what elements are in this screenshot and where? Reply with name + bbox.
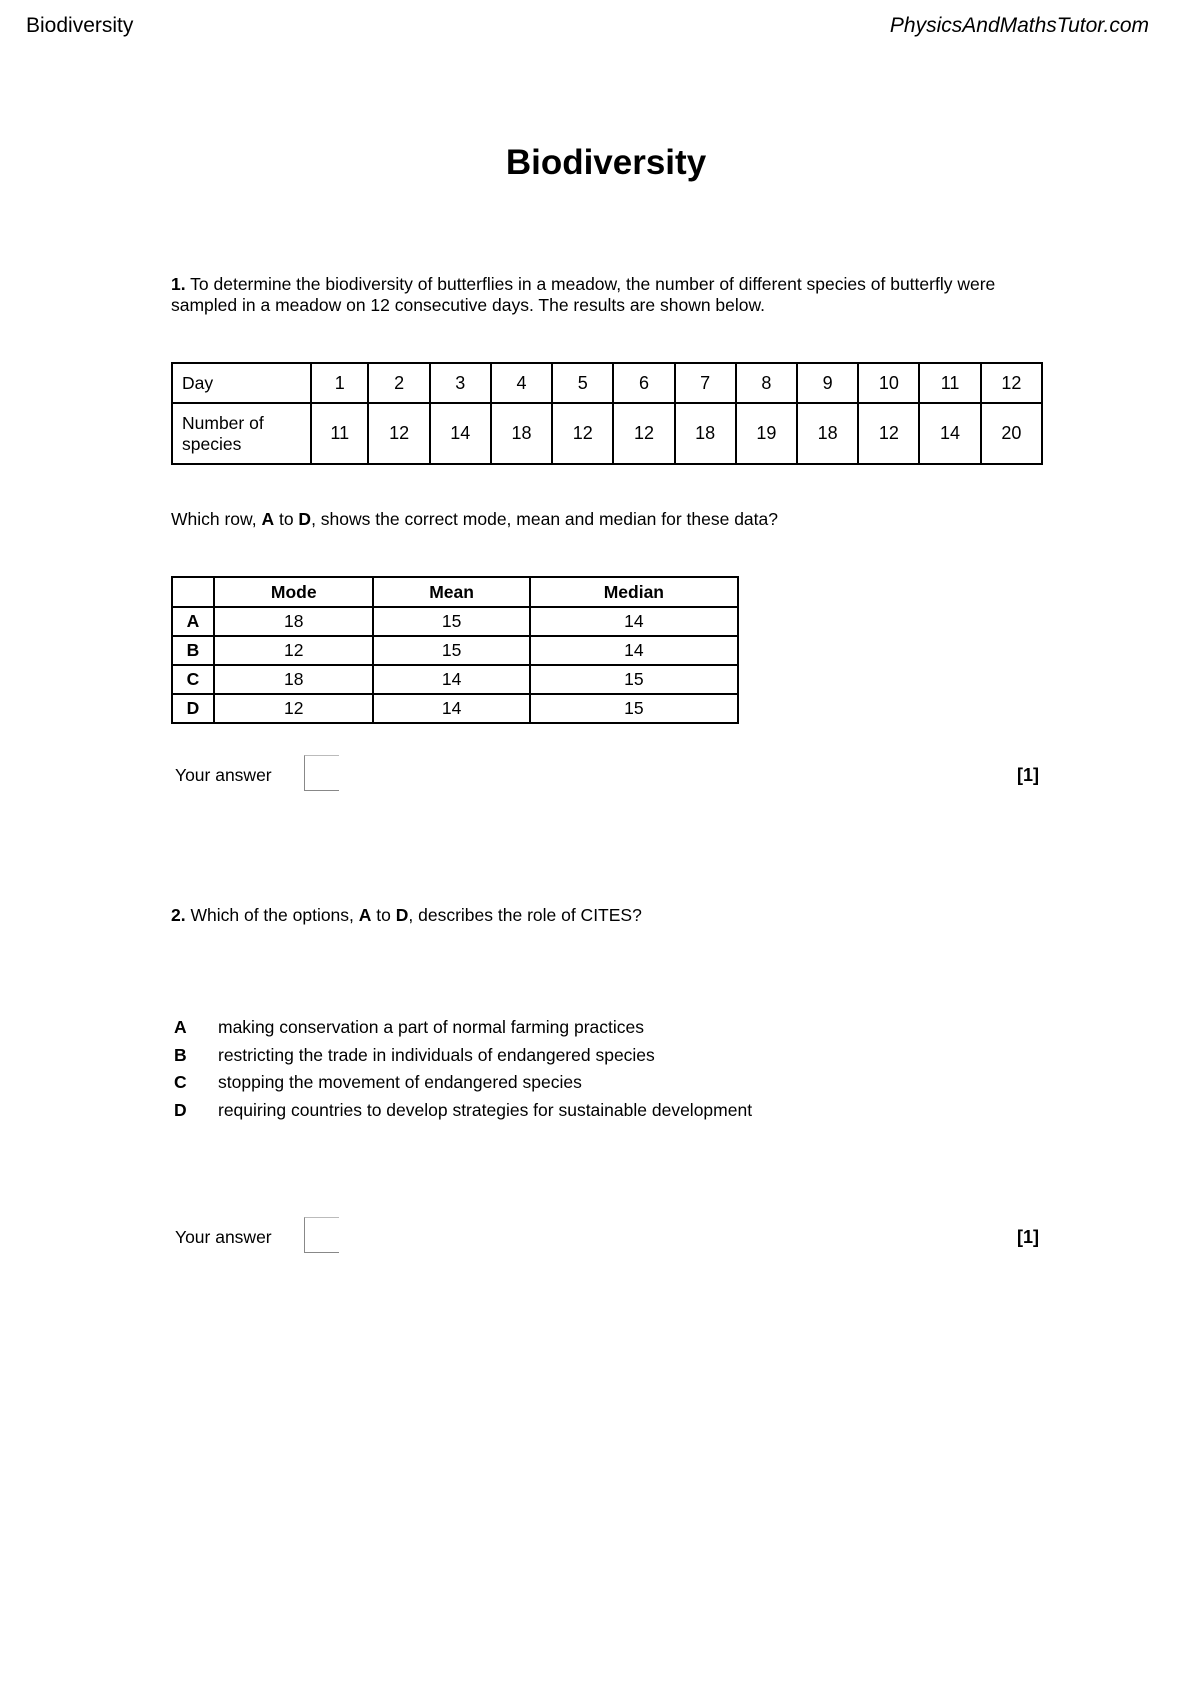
mean-cell: 15 — [373, 636, 529, 665]
question-1-text — [171, 274, 1051, 316]
option-label: D — [172, 694, 214, 723]
species-row — [172, 403, 1042, 464]
option-label: B — [172, 636, 214, 665]
options-table — [171, 576, 739, 724]
species-row-label: Number of species — [172, 403, 311, 464]
prompt-text: , shows the correct mode, mean and median for these data? — [311, 509, 778, 529]
options-header-row — [172, 577, 738, 607]
marks-q2: [1] — [1017, 1227, 1039, 1247]
answer-box-q2[interactable] — [304, 1217, 339, 1253]
mean-cell: 14 — [373, 694, 529, 723]
q2-option-c — [174, 1072, 752, 1100]
median-cell: 14 — [530, 607, 738, 636]
day-cell: 5 — [552, 363, 613, 403]
question-1-body: To determine the biodiversity of butterflies in a meadow, the number of different species of butterfly were sampled in a meadow on 12 consecutive days. The results are shown below. — [171, 274, 996, 315]
day-cell: 3 — [430, 363, 491, 403]
species-cell: 19 — [736, 403, 797, 464]
day-cell: 4 — [491, 363, 552, 403]
day-cell: 7 — [675, 363, 736, 403]
species-cell: 12 — [368, 403, 429, 464]
option-text: restricting the trade in individuals of endangered species — [218, 1044, 655, 1065]
mode-cell: 18 — [214, 607, 373, 636]
option-text: making conservation a part of normal farming practices — [218, 1017, 645, 1037]
header-right: PhysicsAndMathsTutor.com — [889, 14, 1149, 37]
option-letter: B — [174, 1044, 187, 1065]
species-cell: 14 — [430, 403, 491, 464]
prompt-letter-d: D — [298, 509, 312, 529]
species-cell: 12 — [613, 403, 674, 464]
mode-header: Mode — [214, 577, 373, 607]
q2-letter-d: D — [395, 905, 409, 925]
species-table — [171, 362, 1043, 465]
mean-header: Mean — [373, 577, 529, 607]
question-2-body: to — [371, 905, 396, 925]
empty-header-cell — [172, 577, 214, 607]
answer-box-q1[interactable] — [304, 755, 339, 791]
q2-letter-a: A — [358, 905, 372, 925]
question-2-body: Which of the options, — [190, 905, 359, 925]
species-cell: 18 — [675, 403, 736, 464]
option-letter: D — [174, 1099, 187, 1120]
species-cell: 14 — [919, 403, 980, 464]
option-text: stopping the movement of endangered species — [218, 1072, 582, 1092]
option-row-d — [172, 694, 738, 723]
question-1-number: 1. — [171, 274, 186, 294]
page-title: Biodiversity — [505, 143, 707, 182]
median-cell: 15 — [530, 694, 738, 723]
species-cell: 20 — [981, 403, 1042, 464]
day-cell: 12 — [981, 363, 1042, 403]
prompt-text: to — [274, 509, 299, 529]
answer-label-q2: Your answer — [175, 1227, 272, 1247]
option-label: A — [172, 607, 214, 636]
prompt-text: Which row, — [171, 509, 262, 529]
option-row-a — [172, 607, 738, 636]
question-1-prompt — [171, 509, 1051, 530]
option-letter: A — [174, 1017, 187, 1037]
mode-cell: 12 — [214, 636, 373, 665]
day-cell: 6 — [613, 363, 674, 403]
day-cell: 11 — [919, 363, 980, 403]
header-left: Biodiversity — [26, 14, 134, 37]
day-cell: 8 — [736, 363, 797, 403]
mode-cell: 12 — [214, 694, 373, 723]
option-letter: C — [174, 1072, 187, 1092]
question-2-number: 2. — [171, 905, 186, 925]
option-row-b — [172, 636, 738, 665]
mode-cell: 18 — [214, 665, 373, 694]
species-cell: 11 — [311, 403, 368, 464]
option-text: requiring countries to develop strategies for sustainable development — [218, 1099, 753, 1120]
species-cell: 18 — [491, 403, 552, 464]
question-2-body: , describes the role of CITES? — [408, 905, 642, 925]
median-cell: 14 — [530, 636, 738, 665]
q2-options-list — [174, 1017, 752, 1127]
mean-cell: 15 — [373, 607, 529, 636]
answer-label-q1: Your answer — [175, 765, 272, 785]
option-row-c — [172, 665, 738, 694]
species-cell: 18 — [797, 403, 858, 464]
species-cell: 12 — [858, 403, 919, 464]
q2-option-a — [174, 1017, 752, 1045]
median-header: Median — [530, 577, 738, 607]
species-cell: 12 — [552, 403, 613, 464]
day-cell: 2 — [368, 363, 429, 403]
question-2-text — [171, 905, 1051, 926]
day-row — [172, 363, 1042, 403]
marks-q1: [1] — [1017, 765, 1039, 785]
day-row-label: Day — [172, 363, 311, 403]
day-cell: 10 — [858, 363, 919, 403]
mean-cell: 14 — [373, 665, 529, 694]
day-cell: 1 — [311, 363, 368, 403]
q2-option-d — [174, 1100, 752, 1128]
day-cell: 9 — [797, 363, 858, 403]
q2-option-b — [174, 1045, 752, 1073]
median-cell: 15 — [530, 665, 738, 694]
prompt-letter-a: A — [261, 509, 275, 529]
option-label: C — [172, 665, 214, 694]
